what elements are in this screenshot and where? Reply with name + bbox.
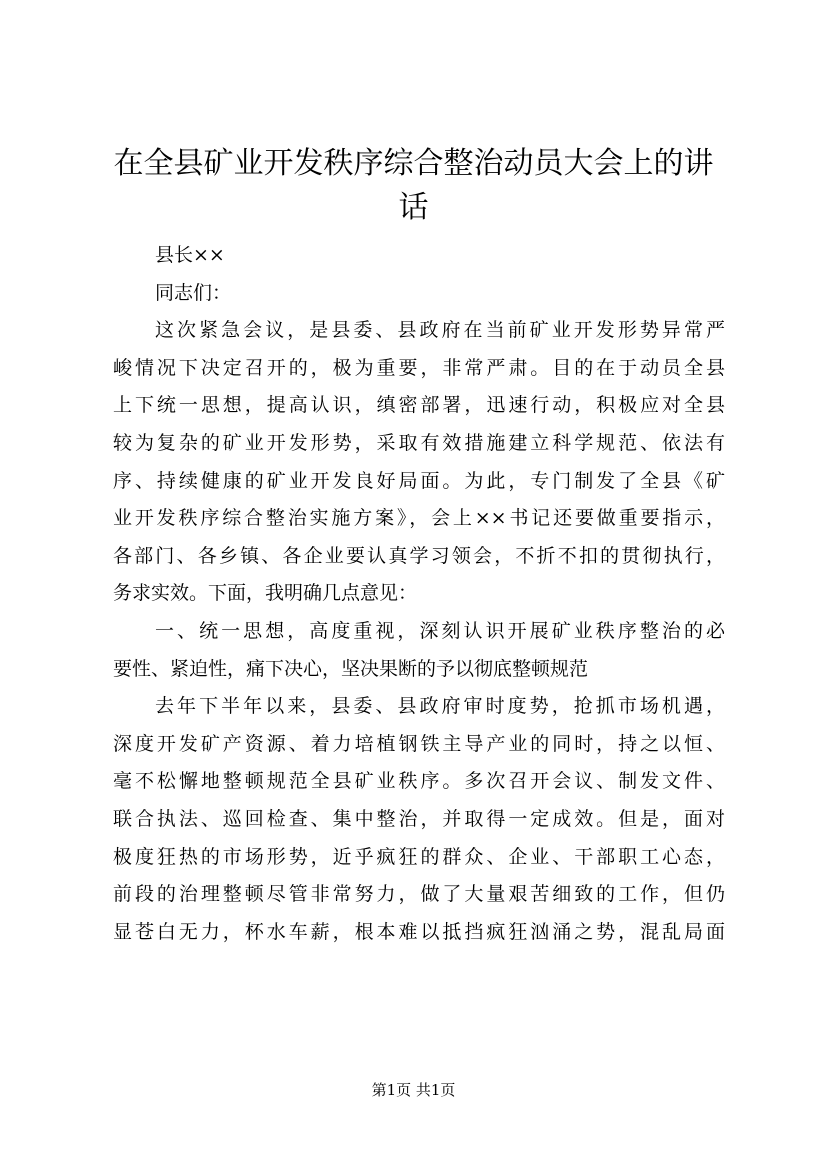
paragraph-line: 极度狂热的市场形势，近乎疯狂的群众、企业、干部职工心态，: [113, 845, 725, 868]
section-heading-line: 要性、紧迫性，痛下决心，坚决果断的予以彻底整顿规范: [113, 657, 589, 680]
paragraph-line: 各部门、各乡镇、各企业要认真学习领会，不折不扣的贯彻执行，: [113, 544, 725, 567]
page-footer: 第1页 共1页: [371, 1081, 456, 1099]
author-line: 县长××: [155, 244, 225, 266]
salutation-line: 同志们：: [155, 281, 232, 304]
paragraph-line: 显苍白无力，杯水车薪，根本难以抵挡疯狂汹涌之势，混乱局面: [113, 920, 725, 943]
paragraph-line: 业开发秩序综合整治实施方案》，会上××书记还要做重要指示，: [113, 507, 725, 530]
document-title: [100, 142, 727, 230]
paragraph-line: 较为复杂的矿业开发形势，采取有效措施建立科学规范、依法有: [113, 431, 725, 454]
paragraph-line: 去年下半年以来，县委、县政府审时度势，抢抓市场机遇，: [155, 695, 725, 718]
paragraph-line: 峻情况下决定召开的，极为重要，非常严肃。目的在于动员全县: [113, 356, 725, 379]
paragraph-line: 深度开发矿产资源、着力培植钢铁主导产业的同时，持之以恒、: [113, 732, 725, 755]
paragraph-line: 前段的治理整顿尽管非常努力，做了大量艰苦细致的工作，但仍: [113, 883, 725, 906]
paragraph-line: 联合执法、巡回检查、集中整治，并取得一定成效。但是，面对: [113, 807, 725, 830]
section-heading-line: 一、统一思想，高度重视，深刻认识开展矿业秩序整治的必: [155, 619, 725, 642]
paragraph-line: 毫不松懈地整顿规范全县矿业秩序。多次召开会议、制发文件、: [113, 770, 725, 793]
document-body: [113, 237, 725, 951]
paragraph-line: 务求实效。下面，我明确几点意见：: [113, 582, 418, 605]
paragraph-line: 这次紧急会议，是县委、县政府在当前矿业开发形势异常严: [155, 319, 725, 342]
title-line-2: 话: [398, 190, 429, 225]
paragraph-line: 序、持续健康的矿业开发良好局面。为此，专门制发了全县《矿: [113, 469, 725, 492]
paragraph-line: 上下统一思想，提高认识，缜密部署，迅速行动，积极应对全县: [113, 394, 725, 417]
title-line-1: 在全县矿业开发秩序综合整治动员大会上的讲: [113, 146, 714, 181]
